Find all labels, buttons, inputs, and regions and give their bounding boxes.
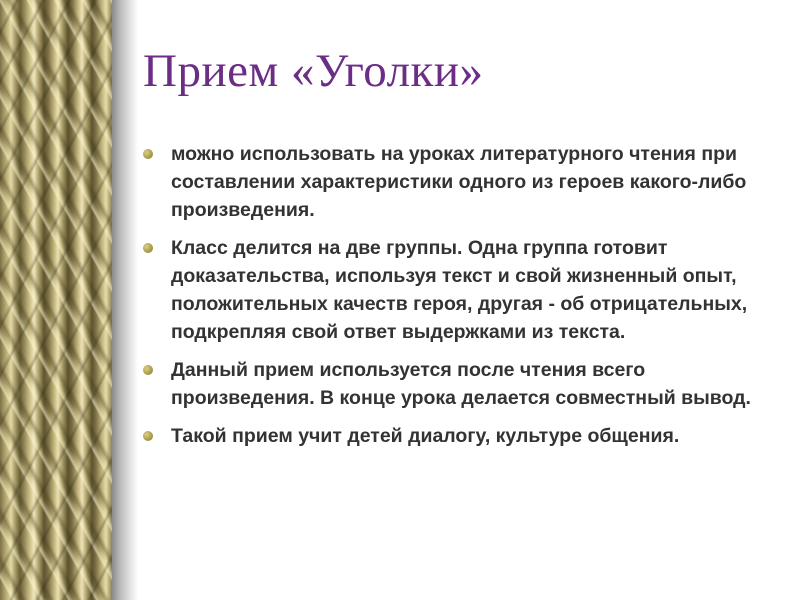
- bullet-text: Класс делится на две группы. Одна группа готовит доказательства, используя текст и свой жизненный опыт, положительных качеств героя, другая - об отрицательных, подкрепляя свой ответ выдержками из текста.: [171, 237, 748, 343]
- border-shadow-band: [112, 0, 138, 600]
- bullet-dot-icon: [143, 243, 153, 253]
- bullet-item: [143, 234, 783, 346]
- bullet-item: [143, 356, 783, 412]
- bullet-text: Данный прием используется после чтения всего произведения. В конце урока делается совместный вывод.: [171, 359, 751, 409]
- bullet-item: [143, 422, 783, 450]
- bullet-item: [143, 140, 783, 224]
- bullet-list: [143, 140, 783, 460]
- bullet-dot-icon: [143, 365, 153, 375]
- bullet-text: Такой прием учит детей диалогу, культуре общения.: [171, 425, 680, 447]
- slide-title: Прием «Уголки»: [143, 45, 484, 97]
- bullet-dot-icon: [143, 431, 153, 441]
- bullet-dot-icon: [143, 149, 153, 159]
- rope-strands-overlay: [0, 0, 112, 600]
- bullet-text: можно использовать на уроках литературного чтения при составлении характеристики одного из героев какого-либо произведения.: [171, 143, 747, 221]
